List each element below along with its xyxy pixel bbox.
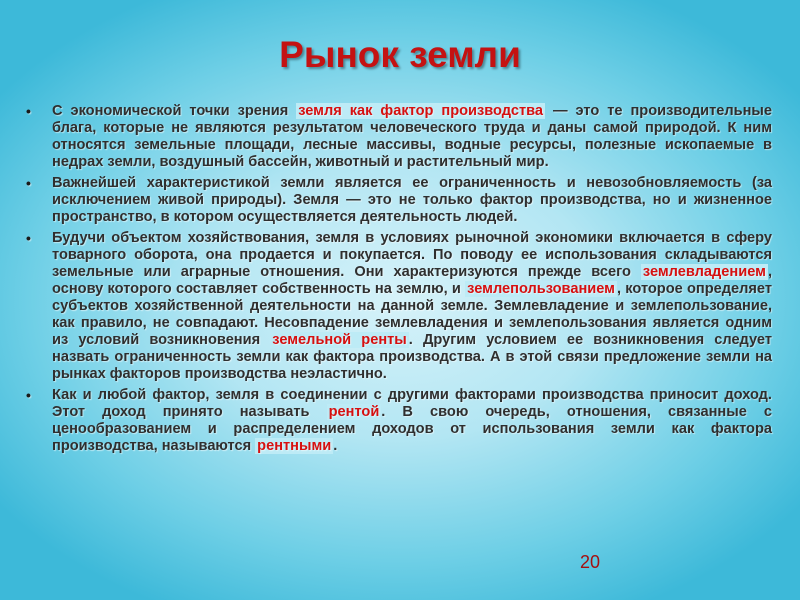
paragraph-text: , которое определяет субъектов хозяйственной деятельности на данной земле. Землевладение и землепользование, как правило, не совпадают. Несовпадение землевладения и землепользования является одним из условий возникновения bbox=[52, 281, 773, 348]
slide-title: Рынок земли bbox=[279, 34, 521, 75]
paragraph-text: — это те производительные блага, которые не являются результатом человеческого труда и даны самой природой. К ним относятся земельные площади, лесные массивы, водные ресурсы, полезные ископаемые в недрах земли, воздушный бассейн, животный и растительный мир. bbox=[52, 103, 772, 170]
paragraph-text: . Другим условием ее возникновения следует назвать ограниченность земли как фактора производства. А в этой связи предложение земли на рынках факторов производства неэластично. bbox=[52, 332, 772, 382]
highlighted-term: земельной ренты bbox=[272, 332, 407, 348]
highlighted-term: землепользованием bbox=[467, 281, 615, 297]
bullet-dot-icon: • bbox=[26, 175, 31, 191]
page-number: 20 bbox=[580, 552, 601, 572]
slide-body bbox=[24, 103, 772, 459]
highlighted-term: землевладением bbox=[642, 264, 766, 280]
bullet-paragraph bbox=[24, 230, 772, 383]
highlighted-term: рентой bbox=[328, 404, 380, 420]
paragraph-text: Как и любой фактор, земля в соединении с другими факторами производства приносит доход. Этот доход принято называть bbox=[52, 387, 772, 420]
paragraph-text: . В свою очередь, отношения, связанные с ценообразованием и распределением доходов от использования земли как фактора производства, называются bbox=[52, 404, 773, 454]
paragraph-text: , основу которого составляет собственность на землю, и bbox=[52, 264, 772, 297]
paragraph-text: С экономической точки зрения bbox=[52, 103, 297, 119]
paragraph-text: Важнейшей характеристикой земли является ее ограниченность и невозобновляемость (за исключением живой природы). Земля — это не только фактор производства, но и жизненное пространство, в котором осуществляется деятельность людей. bbox=[52, 175, 772, 225]
highlighted-term: земля как фактор производства bbox=[298, 103, 543, 119]
bullet-paragraph bbox=[24, 387, 772, 455]
paragraph-text: Будучи объектом хозяйствования, земля в условиях рыночной экономики включается в сферу товарного оборота, она продается и покупается. По поводу ее использования складываются земельные или аграрные отношения. Они характеризуются прежде всего bbox=[52, 230, 772, 280]
highlighted-term: рентными bbox=[257, 438, 332, 454]
bullet-paragraph bbox=[24, 103, 772, 171]
bullet-dot-icon: • bbox=[26, 230, 31, 246]
paragraph-text: . bbox=[333, 438, 338, 454]
bullet-dot-icon: • bbox=[26, 103, 31, 119]
bullet-paragraph bbox=[24, 175, 772, 226]
bullet-dot-icon: • bbox=[26, 387, 31, 403]
